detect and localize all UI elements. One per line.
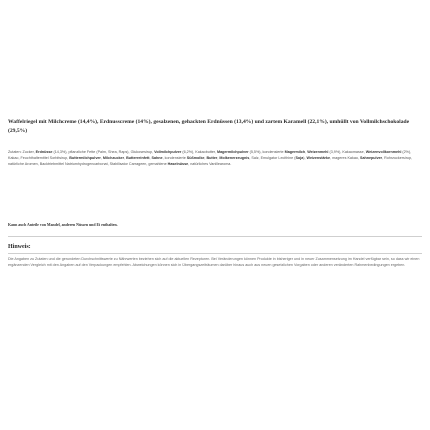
ingredient-allergen: Magermilchpulver	[217, 150, 249, 154]
ingredient-text: ,	[124, 156, 127, 161]
ingredient-allergen: Weizenmehl	[307, 150, 329, 154]
hint-text: Die Angaben zu Zutaten und die gerundeten Durchschnittswerte zu Nährwerten beziehen sich auf die aktuellen Rezepturen. Bei Veränderungen können Produkte in bisheriger und in neuer Zusammensetzung im Handel verfügbar sein, so dass wir einen ergänzenden Vergleich mit den Angaben auf den Verpackungen empfehlen. Abweichungen können sich in Übergangszeiträumen darüber hinaus auch aus neuen gesetzlichen Vorgaben oder anderen veränderten Rahmenbedingungen ergeben.	[8, 257, 420, 268]
ingredient-text: ,	[305, 150, 308, 154]
ingredient-text: ),	[303, 156, 307, 161]
ingredient-text: (6,2%), Kakaobutter,	[181, 150, 217, 154]
ingredient-text: (14,3%), pflanzliche Fette (Palm, Shea, Raps), Glukosesirup,	[52, 150, 155, 154]
allergen-note: Kann auch Anteile von Mandel, anderen Nüssen und Ei enthalten.	[8, 223, 118, 227]
ingredient-allergen: Weizenstärke	[306, 156, 331, 161]
ingredient-text: (3,9%), Kakaomasse,	[328, 150, 366, 154]
ingredient-text: ,	[204, 156, 207, 161]
ingredient-allergen: Süßmolke	[186, 156, 205, 161]
ingredient-text: (5,5%), kondensierte	[248, 150, 285, 154]
ingredient-text: (2%), Kakao, Feuchthaltemittel Sorbitsirup,	[8, 150, 412, 161]
ingredient-text: , mageres Kakao,	[330, 156, 360, 161]
ingredient-allergen: Weizenvollkornmehl	[365, 150, 402, 154]
ingredient-allergen: Butter	[206, 156, 218, 161]
ingredient-text: ,	[149, 156, 152, 161]
ingredient-allergen: Haselnüsse	[167, 162, 189, 167]
ingredient-allergen: Butterreinfett	[126, 156, 150, 161]
ingredient-allergen: Buttermilchpulver	[69, 156, 101, 161]
product-title: Waffelriegel mit Milchcreme (14,4%), Erdnusscreme (14%), gesalzenen, gehackten Erdnüssen (13,4%) und zartem Karamell (22,1%), umhüllt von Vollmilchschokolade (29,5%)	[8, 119, 410, 134]
ingredient-text: Zutaten: Zucker,	[8, 150, 36, 154]
ingredient-allergen: Molkenerzeugnis	[219, 156, 250, 161]
ingredient-allergen: Erdnüsse	[35, 150, 53, 154]
ingredient-allergen: Vollmilchpulver	[154, 150, 182, 154]
ingredient-allergen: Sahnepulver	[359, 156, 383, 161]
ingredient-text: , Salz, Emulgator Lecithine (	[249, 156, 296, 161]
section-divider	[8, 236, 422, 237]
ingredient-allergen: Soja	[295, 156, 304, 161]
ingredient-allergen: Milchzucker	[102, 156, 125, 161]
ingredients-list	[8, 149, 422, 168]
ingredient-text: , natürliches Vanillearoma.	[188, 162, 232, 167]
ingredient-text: ,	[100, 156, 103, 161]
ingredient-text: , kondensierte	[162, 156, 187, 161]
hint-divider	[8, 253, 422, 254]
ingredient-text: ,	[217, 156, 220, 161]
ingredient-allergen: Magermilch	[284, 150, 306, 154]
hint-heading: Hinweis:	[8, 244, 31, 250]
ingredient-allergen: Sahne	[151, 156, 163, 161]
ingredient-text: , Rohrzuckersirup, natürliche Aromen, Backtriebmittel Natriumhydrogencarbonat, Stabilisator Carrageen, gemahlene	[8, 156, 413, 167]
